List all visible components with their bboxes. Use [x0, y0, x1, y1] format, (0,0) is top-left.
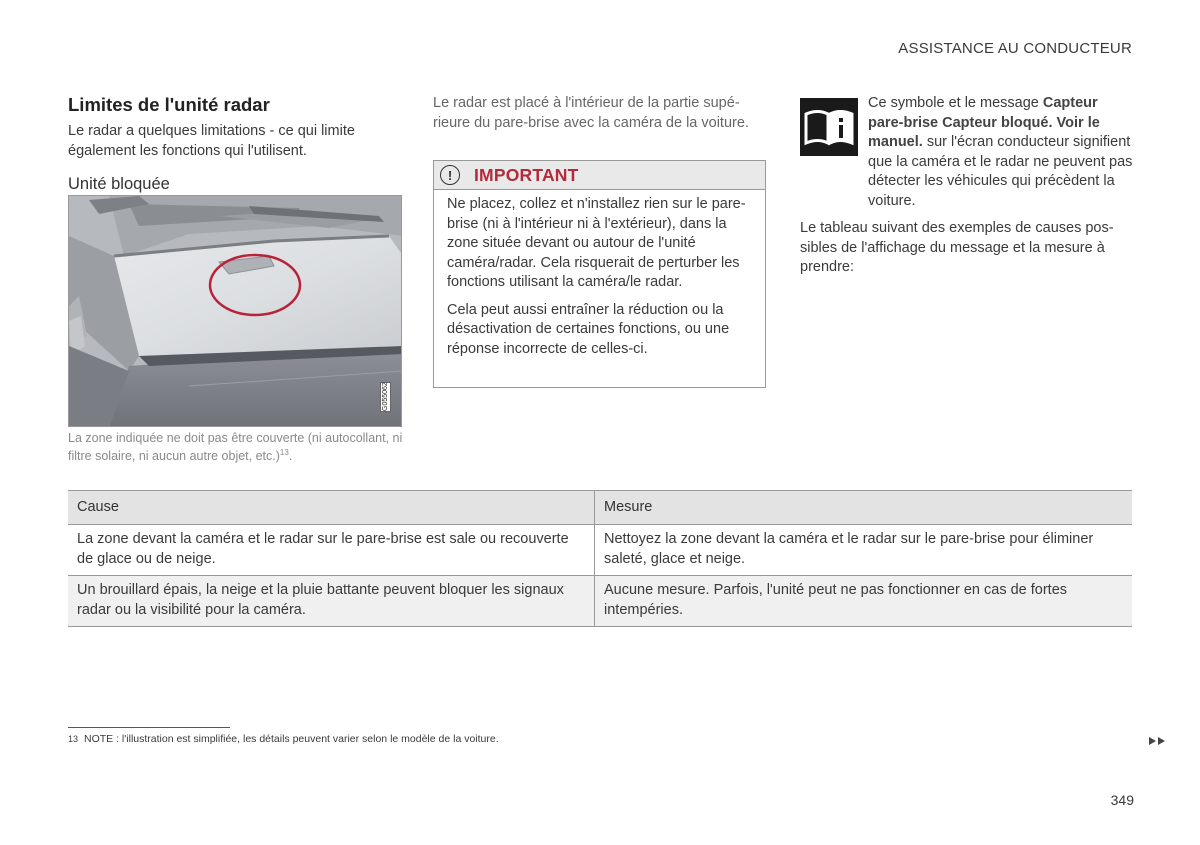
important-header [434, 161, 765, 190]
cause-cell: Un brouillard épais, la neige et la pluie battante peuvent bloquer les signaux radar ou la visibilité pour la caméra. [68, 576, 595, 626]
footnote-text: NOTE : l'illustration est simplifiée, les détails peuvent varier selon le modèle de la voiture. [84, 733, 499, 745]
section-header: ASSISTANCE AU CONDUCTEUR [898, 40, 1132, 57]
cause-cell: La zone devant la caméra et le radar sur le pare-brise est sale ou recouverte de glace ou de neige. [68, 525, 595, 575]
cause-measure-table [68, 490, 1132, 627]
important-box [433, 160, 766, 388]
important-title: IMPORTANT [474, 164, 579, 185]
next-page-arrows-icon[interactable] [1148, 736, 1168, 746]
left-column [68, 94, 404, 194]
figure-caption: La zone indiquée ne doit pas être couverte (ni autocollant, ni filtre solaire, ni aucun autre objet, etc.)$^{13}$. [68, 431, 403, 463]
car-windshield-drawing [69, 196, 402, 427]
intro-text: Le radar a quelques limitations - ce qui limite également les fonctions qui l'utilisent. [68, 123, 355, 159]
message-text: Capteur pare-brise Capteur bloqué. Voir le manuel. [868, 95, 1100, 150]
footnote-divider [68, 727, 230, 728]
table-row [68, 575, 1132, 626]
manual-book-icon [800, 98, 858, 156]
caption-footnote-ref: 13 [279, 447, 289, 457]
windshield-illustration [68, 195, 402, 427]
right-column [800, 94, 1133, 278]
page-number: 349 [1110, 792, 1134, 808]
important-body [434, 190, 765, 359]
footnote [68, 733, 499, 745]
symbol-description: Ce symbole et le message Capteur pare-brise Capteur bloqué. Voir le manuel. sur l'écran conducteur signifient que la caméra et le radar ne peuvent pas détecter les véhicules qui précèdent la voiture. [868, 95, 1133, 209]
header-mesure: Mesure [604, 499, 653, 515]
mesure-cell: Nettoyez la zone devant la caméra et le radar sur le pare-brise pour éliminer saleté, glace et neige. [604, 531, 1094, 567]
table-header-row [68, 491, 1132, 524]
header-cause: Cause [68, 491, 595, 524]
middle-column [433, 94, 766, 133]
footnote-number: 13 [68, 734, 79, 744]
mesure-cell: Aucune mesure. Parfois, l'unité peut ne pas fonctionner en cas de fortes intempéries. [604, 582, 1068, 618]
table-intro-text: Le tableau suivant des exemples de causes possibles de l'affichage du message et la mesure à prendre: [800, 220, 1114, 275]
table-row [68, 524, 1132, 575]
exclamation-icon: ! [440, 165, 460, 185]
important-paragraph-2: Cela peut aussi entraîner la réduction ou la désactivation de certaines fonctions, ou une réponse incorrecte de celles-ci. [447, 301, 730, 357]
image-code: G055062 [382, 382, 389, 411]
section-heading: Limites de l'unité radar [68, 94, 270, 115]
important-paragraph-1: Ne placez, collez et n'installez rien sur le pare-brise (ni à l'intérieur ni à l'extérieur), dans la zone située devant ou autour de l'unité caméra/radar. Cela risquerait de perturber les fonctions utilisant la caméra/le radar. [447, 196, 746, 290]
radar-location-text: Le radar est placé à l'intérieur de la partie supérieure du pare-brise avec la caméra de la voiture. [433, 95, 749, 131]
subheading: Unité bloquée [68, 175, 170, 193]
